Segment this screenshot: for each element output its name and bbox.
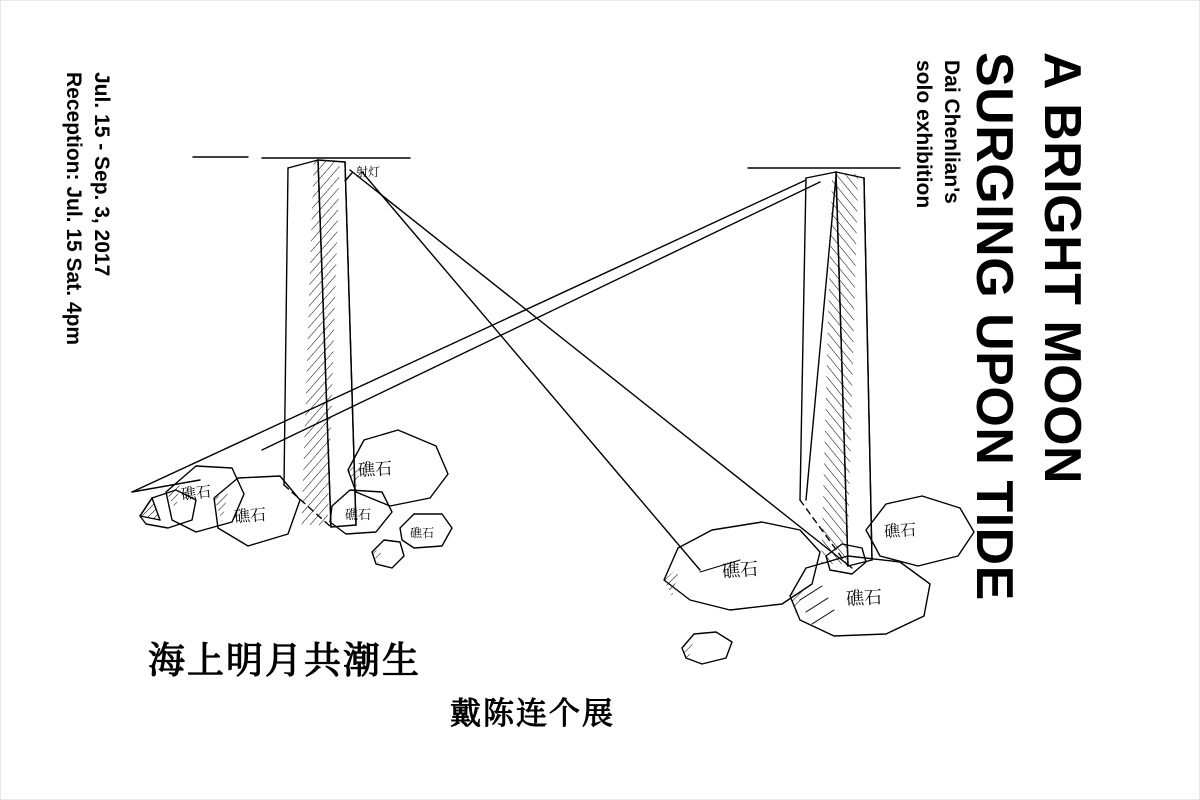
sketch-label-rock-1: 礁石	[180, 482, 212, 504]
poster-subtitle-line-2: solo exhibition	[912, 60, 935, 209]
sketch-label-rock-5: 礁石	[410, 526, 435, 540]
chinese-subtitle: 戴陈连个展	[450, 696, 615, 732]
sketch-label-spotlight: 射灯	[356, 165, 381, 179]
sketch-label-rock-2: 礁石	[233, 504, 267, 527]
poster-subtitle-line-1: Dai Chenlian's	[940, 60, 963, 204]
poster-reception-line: Reception: Jul. 15 Sat. 4pm	[62, 72, 85, 346]
poster-title-line-2: SURGING UPON TIDE	[965, 52, 1023, 601]
sketch-label-rock-4: 礁石	[345, 508, 372, 523]
poster-title-line-1: A BRIGHT MOON	[1033, 52, 1091, 485]
sketch-label-rock-7: 礁石	[845, 587, 883, 610]
sketch-label-rock-6: 礁石	[721, 558, 759, 583]
sketch-label-rock-3: 礁石	[357, 459, 393, 481]
sketch-label-rock-8: 礁石	[883, 520, 917, 541]
chinese-title: 海上明月共潮生	[148, 639, 421, 682]
poster-dates-line: Jul. 15 - Sep. 3, 2017	[90, 72, 113, 277]
